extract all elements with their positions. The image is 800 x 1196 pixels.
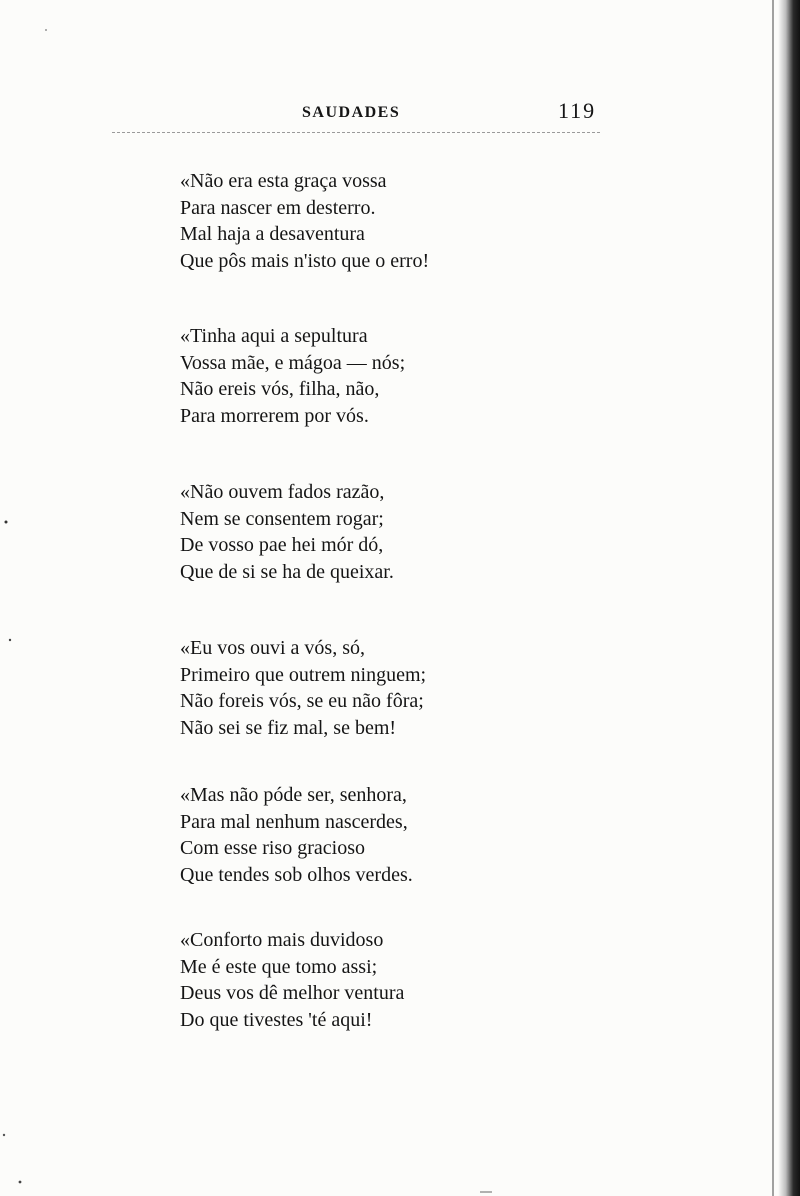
verse-line: Não ereis vós, filha, não, xyxy=(180,378,380,400)
stanza-6 xyxy=(180,927,404,1033)
verse-line: Me é este que tomo assi; xyxy=(180,955,378,978)
binding-edge xyxy=(778,0,800,1196)
verse-line: Do que tivestes 'té aqui! xyxy=(180,1008,373,1031)
stanza-4 xyxy=(180,635,426,741)
verse-line: Que tendes sob olhos verdes. xyxy=(180,863,413,886)
verse-line: «Conforto mais duvidoso xyxy=(180,929,384,951)
verse-line: Que pôs mais n'isto que o erro! xyxy=(180,249,430,272)
verse-line: Para nascer em desterro. xyxy=(180,196,376,219)
verse-line: Que de si se ha de queixar. xyxy=(180,560,394,583)
header-rule xyxy=(112,132,600,133)
verse-line: Para mal nenhum nascerdes, xyxy=(180,810,408,833)
stanza-5 xyxy=(180,782,413,888)
stanza-2 xyxy=(180,323,405,429)
stanza-1 xyxy=(180,168,429,274)
verse-line: Vossa mãe, e mágoa — nós; xyxy=(180,351,406,374)
binding-shadow xyxy=(772,0,774,1196)
page-number: 119 xyxy=(558,98,597,123)
verse-line: Para morrerem por vós. xyxy=(180,404,369,427)
verse-line: «Mas não póde ser, senhora, xyxy=(180,784,407,806)
verse-line: Não foreis vós, se eu não fôra; xyxy=(180,690,424,712)
verse-line: Com esse riso gracioso xyxy=(180,837,365,859)
verse-line: Mal haja a desaventura xyxy=(180,223,365,245)
verse-line: De vosso pae hei mór dó, xyxy=(180,534,384,556)
verse-line: «Não ouvem fados razão, xyxy=(180,481,385,503)
running-title: SAUDADES xyxy=(302,104,401,121)
stanza-3 xyxy=(180,479,394,585)
verse-line: «Eu vos ouvi a vós, só, xyxy=(180,637,365,659)
verse-line: Não sei se fiz mal, se bem! xyxy=(180,716,397,739)
verse-line: Deus vos dê melhor ventura xyxy=(180,982,405,1004)
verse-line: «Não era esta graça vossa xyxy=(180,170,387,192)
verse-line: Nem se consentem rogar; xyxy=(180,507,384,530)
verse-line: Primeiro que outrem ninguem; xyxy=(180,663,427,686)
verse-line: «Tinha aqui a sepultura xyxy=(180,325,368,347)
